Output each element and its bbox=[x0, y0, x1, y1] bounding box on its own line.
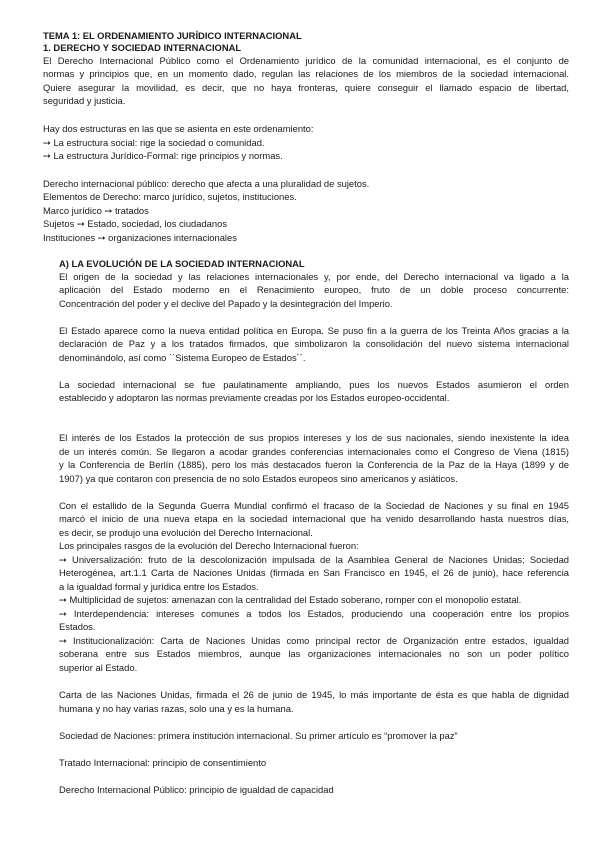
bullet-line: ➙ Multiplicidad de sujetos: amenazan con la centralidad del Estado soberano, romper con el monopolio estatal. bbox=[59, 594, 522, 605]
paragraph-line: establecido y adoptaron las normas previamente creadas por los Estados europeo-occidental. bbox=[59, 392, 450, 403]
paragraph-line: humana y no hay varias razas, solo una y es la humana. bbox=[59, 703, 294, 714]
bullet-line: superior al Estado. bbox=[59, 662, 138, 673]
paragraph-line: denominándolo, así como ``Sistema Europeo de Estados´´. bbox=[59, 352, 306, 363]
paragraph-line: es decir, se produjo una evolución del Derecho Internacional. bbox=[59, 527, 313, 538]
paragraph-line: El Estado aparece como la nueva entidad política en Europa. Se puso fin a la guerra de los Treinta Años gracias a la bbox=[59, 325, 569, 336]
list-item: ➙ La estructura Jurídico-Formal: rige principios y normas. bbox=[43, 150, 283, 161]
note-line: Sociedad de Naciones: primera institución internacional. Su primer artículo es “promover la paz” bbox=[59, 730, 458, 741]
paragraph-line: de un interés común. Se llegaron a acodar grandes conferencias internacionales como el Congreso de Viena (1815) bbox=[59, 446, 569, 457]
paragraph-line: El interés de los Estados la protección de sus propios intereses y los de sus nacionales, siendo inexistente la idea bbox=[59, 432, 569, 443]
bullet-line: a la igualdad formal y jurídica entre los Estados. bbox=[59, 581, 259, 592]
bullet-line: ➙ Institucionalización: Carta de Naciones Unidas como principal rector de Organización entre estados, igualdad bbox=[59, 635, 569, 646]
bullet-line: Estados. bbox=[59, 621, 96, 632]
definition-line: Marco jurídico ➙ tratados bbox=[43, 205, 149, 216]
definition-line: Derecho internacional público: derecho que afecta a una pluralidad de sujetos. bbox=[43, 178, 370, 189]
definition-line: Instituciones ➙ organizaciones internacionales bbox=[43, 232, 237, 243]
paragraph-line: El Derecho Internacional Público como el Ordenamiento jurídico de la comunidad internacional, es el conjunto de bbox=[43, 55, 569, 66]
paragraph-line: Con el estallido de la Segunda Guerra Mundial confirmó el fracaso de la Sociedad de Naciones y su final en 1945 bbox=[59, 500, 569, 511]
paragraph-line: El origen de la sociedad y las relaciones internacionales y, por ende, del Derecho internacional va ligado a la bbox=[59, 271, 569, 282]
paragraph-line: Los principales rasgos de la evolución del Derecho Internacional fueron: bbox=[59, 540, 359, 551]
paragraph-line: aplicación del Estado moderno en el Renacimiento europeo, fruto de un doble proceso concurrente: bbox=[59, 284, 569, 295]
definition-line: Sujetos ➙ Estado, sociedad, los ciudadanos bbox=[43, 218, 228, 229]
note-line: Tratado Internacional: principio de consentimiento bbox=[59, 757, 267, 768]
paragraph-line: y la Conferencia de Berlín (1885), pero los más destacados fueron la Conferencia de la Paz de la Haya (1899 y de bbox=[59, 459, 569, 470]
bullet-line: ➙ Interdependencia: intereses comunes a todos los Estados, produciendo una cooperación entre los propios bbox=[59, 608, 569, 619]
paragraph-line: marcó el inicio de una nueva etapa en la sociedad internacional que ha venido desarrollando hasta nuestros días, bbox=[59, 513, 569, 524]
paragraph-line: Quiere asegurar la movilidad, es decir, que no haya fronteras, quiere conseguir el llamado espacio de libertad, bbox=[43, 82, 569, 93]
note-line: Derecho Internacional Público: principio de igualdad de capacidad bbox=[59, 784, 334, 795]
subsection-heading: A) LA EVOLUCIÓN DE LA SOCIEDAD INTERNACIONAL bbox=[59, 258, 305, 269]
definition-line: Elementos de Derecho: marco jurídico, sujetos, instituciones. bbox=[43, 191, 297, 202]
paragraph-line: declaración de Paz y a los tratados firmados, que simbolizaron la consolidación del nuevo sistema internacional bbox=[59, 338, 569, 349]
paragraph-line: normas y principios que, en un momento dado, regulan las relaciones de los miembros de la sociedad internacional. bbox=[43, 68, 569, 79]
paragraph-line: Concentración del poder y el declive del Papado y la desintegración del Imperio. bbox=[59, 298, 393, 309]
section-heading: 1. DERECHO Y SOCIEDAD INTERNACIONAL bbox=[43, 42, 242, 53]
document-title: TEMA 1: EL ORDENAMIENTO JURÍDICO INTERNACIONAL bbox=[43, 30, 302, 41]
bullet-line: Heterogénea, art.1.1 Carta de Naciones Unidas (firmada en San Francisco en 1945, el 26 de junio), hace referencia bbox=[59, 567, 569, 578]
bullet-line: soberana entre sus Estados miembros, aunque las organizaciones internacionales no son un poder político bbox=[59, 648, 569, 659]
paragraph-line: Carta de las Naciones Unidas, firmada el 26 de junio de 1945, lo más importante de ésta es que habla de dignidad bbox=[59, 689, 569, 700]
paragraph-line: Hay dos estructuras en las que se asienta en este ordenamiento: bbox=[43, 123, 314, 134]
paragraph-line: seguridad y justicia. bbox=[43, 95, 126, 106]
paragraph-line: 1907) ya que contaron con presencia de no solo Estados europeos sino americanos y asiáticos. bbox=[59, 473, 458, 484]
paragraph-line: La sociedad internacional se fue paulatinamente ampliando, pues los nuevos Estados asumieron el orden bbox=[59, 379, 569, 390]
list-item: ➙ La estructura social: rige la sociedad o comunidad. bbox=[43, 137, 265, 148]
bullet-line: ➙ Universalización: fruto de la descolonización impulsada de la Asamblea General de Naciones Unidas; Sociedad bbox=[59, 554, 569, 565]
